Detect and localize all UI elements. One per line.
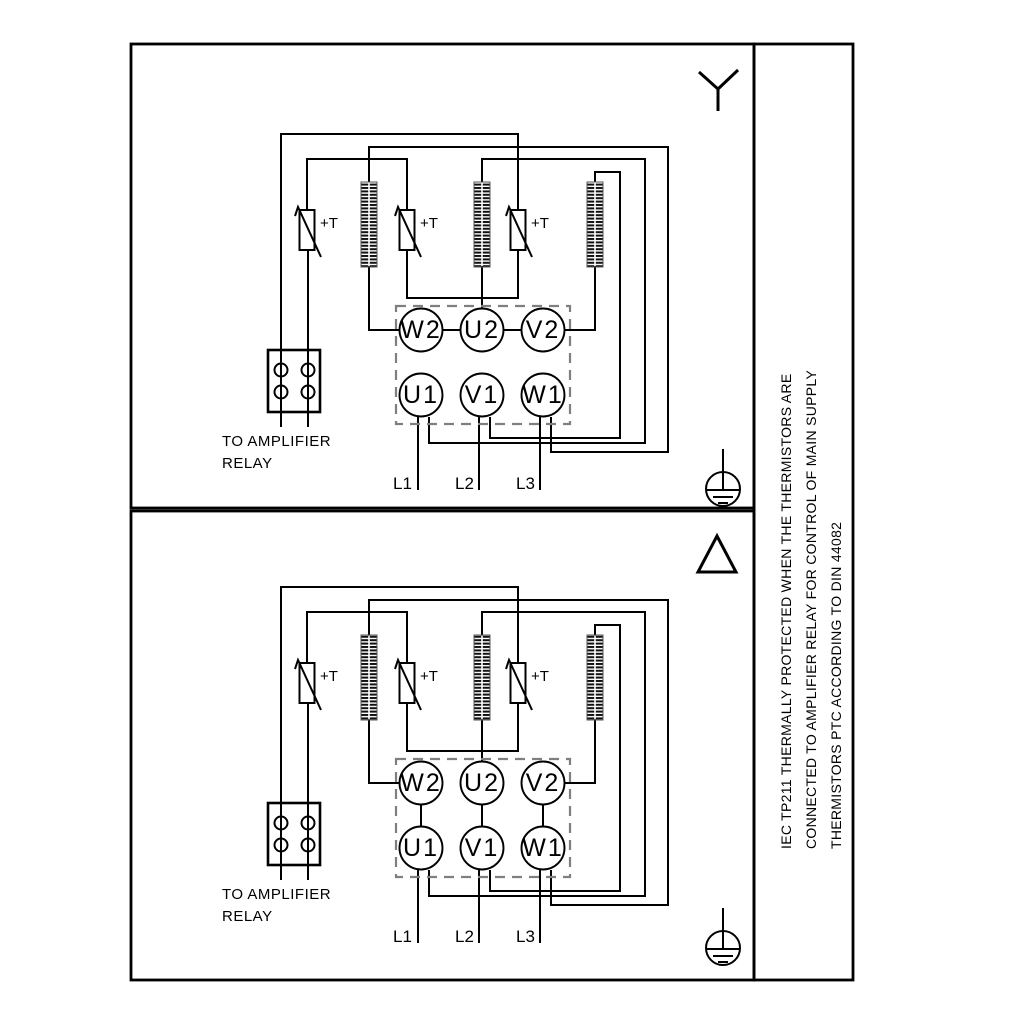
terminal-label: V2 [525, 769, 561, 797]
relay-connector [268, 803, 320, 865]
thermistor-symbol-1 [295, 660, 338, 710]
terminal-w2 [400, 762, 443, 805]
side-note-strip [754, 44, 853, 980]
supply-label-l2: L2 [455, 474, 474, 493]
thermistor-symbol-3 [506, 660, 549, 710]
terminal-w2 [400, 309, 443, 352]
thermistor-label: +T [420, 215, 438, 232]
delta-panel [131, 511, 754, 980]
terminal-v2 [522, 762, 565, 805]
terminal-label: W2 [400, 769, 442, 797]
supply-label-l3: L3 [516, 474, 535, 493]
terminal-u2 [461, 762, 504, 805]
earth-ground-icon [706, 908, 740, 965]
relay-connector [268, 350, 320, 412]
relay-caption-line1: TO AMPLIFIER [222, 433, 332, 450]
motor-winding-u [474, 635, 490, 720]
star-connection-icon [699, 70, 738, 111]
terminal-w1 [522, 827, 565, 870]
supply-label-l1: L1 [393, 927, 412, 946]
terminal-label: W1 [522, 834, 564, 862]
thermistor-label: +T [320, 215, 338, 232]
side-note-line3: THERMISTORS PTC ACCORDING TO DIN 44082 [828, 521, 844, 849]
thermistor-label: +T [420, 668, 438, 685]
relay-caption-line1: TO AMPLIFIER [222, 886, 332, 903]
motor-winding-v [587, 182, 603, 267]
terminal-label: U1 [403, 834, 439, 862]
terminal-v1 [461, 374, 504, 417]
thermistor-symbol-2 [395, 207, 438, 257]
motor-winding-v [587, 635, 603, 720]
terminal-label: U2 [464, 316, 500, 344]
motor-winding-w [361, 635, 377, 720]
earth-ground-icon [706, 449, 740, 506]
terminal-label: V1 [464, 834, 500, 862]
supply-label-l3: L3 [516, 927, 535, 946]
terminal-label: W1 [522, 381, 564, 409]
side-note-line2: CONNECTED TO AMPLIFIER RELAY FOR CONTROL OF MAIN SUPPLY [803, 369, 819, 849]
terminal-u1 [400, 827, 443, 870]
thermistor-symbol-1 [295, 207, 338, 257]
relay-caption-line2: RELAY [222, 455, 273, 472]
thermistor-symbol-3 [506, 207, 549, 257]
supply-label-l2: L2 [455, 927, 474, 946]
terminal-u1 [400, 374, 443, 417]
thermistor-label: +T [531, 668, 549, 685]
thermistor-symbol-2 [395, 660, 438, 710]
terminal-u2 [461, 309, 504, 352]
thermistor-label: +T [320, 668, 338, 685]
terminal-v1 [461, 827, 504, 870]
delta-connection-icon [698, 536, 736, 572]
supply-label-l1: L1 [393, 474, 412, 493]
terminal-label: V1 [464, 381, 500, 409]
terminal-v2 [522, 309, 565, 352]
terminal-label: W2 [400, 316, 442, 344]
side-note-line1: IEC TP211 THERMALLY PROTECTED WHEN THE THERMISTORS ARE [778, 373, 794, 849]
motor-winding-u [474, 182, 490, 267]
terminal-w1 [522, 374, 565, 417]
terminal-label: V2 [525, 316, 561, 344]
star-panel [131, 44, 754, 508]
motor-winding-w [361, 182, 377, 267]
terminal-label: U2 [464, 769, 500, 797]
terminal-label: U1 [403, 381, 439, 409]
thermistor-label: +T [531, 215, 549, 232]
relay-caption-line2: RELAY [222, 908, 273, 925]
